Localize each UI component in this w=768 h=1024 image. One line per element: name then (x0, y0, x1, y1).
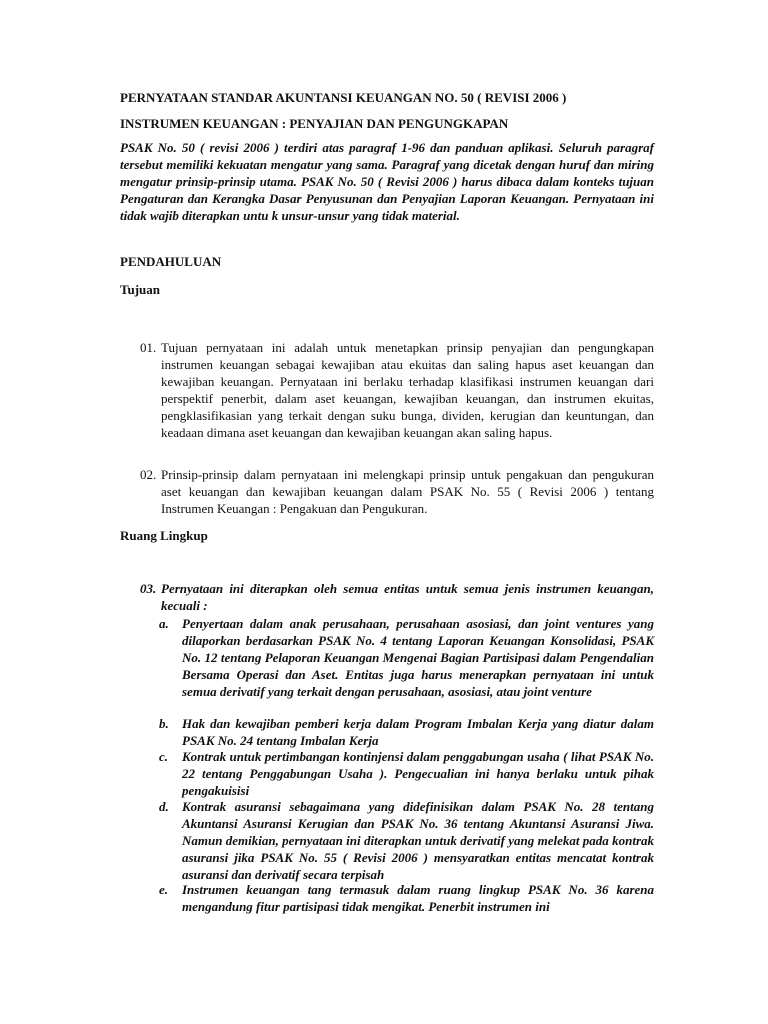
list-item-e (159, 881, 654, 915)
list-item-letter: b. (159, 716, 169, 731)
list-item-letter: e. (159, 882, 169, 897)
section-heading-pendahuluan: PENDAHULUAN (120, 254, 222, 269)
list-item-letter: c. (159, 749, 169, 764)
paragraph-text: Tujuan pernyataan ini adalah untuk menetapkan prinsip penyajian dan pengungkapan instrumen keuangan sebagai kewajiban atau ekuitas dan saling hapus aset keuangan dan kewajiban keuangan. Pernyataan ini berlaku terhadap klasifikasi instrumen keuangan dari perspektif penerbit, dalam aset keuangan, kewajiban keuangan, dan instrumen ekuitas, pengklasifikasian yang terkait dengan suku bunga, dividen, kerugian dan keuntungan, dan keadaan dimana aset keuangan dan kewajiban keuangan akan saling hapus. (161, 340, 654, 440)
list-item-a (159, 615, 654, 700)
list-item-text: Kontrak untuk pertimbangan kontinjensi dalam penggabungan usaha ( lihat PSAK No. 22 tentang Penggabungan Usaha ). Pengecualian ini hanya berlaku untuk pihak pengakuisisi (182, 749, 654, 798)
paragraph-02 (140, 466, 654, 517)
list-item-b (159, 715, 654, 749)
paragraph-number: 01. (140, 340, 157, 355)
section-heading-tujuan: Tujuan (120, 282, 160, 297)
list-item-letter: a. (159, 616, 169, 631)
list-item-text: Instrumen keuangan tang termasuk dalam ruang lingkup PSAK No. 36 karena mengandung fitur partisipasi tidak mengikat. Penerbit instrumen ini (182, 882, 654, 914)
list-item-text: Hak dan kewajiban pemberi kerja dalam Program Imbalan Kerja yang diatur dalam PSAK No. 24 tentang Imbalan Kerja (182, 716, 654, 748)
paragraph-number: 02. (140, 467, 157, 482)
paragraph-text: Pernyataan ini diterapkan oleh semua entitas untuk semua jenis instrumen keuangan, kecuali : (161, 581, 654, 613)
list-item-text: Penyertaan dalam anak perusahaan, perusahaan asosiasi, dan joint ventures yang dilaporkan berdasarkan PSAK No. 4 tentang Laporan Keuangan Konsolidasi, PSAK No. 12 tentang Pelaporan Keuangan Mengenai Bagian Partisipasi dalam Pengendalian Bersama Operasi dan Aset. Entitas juga harus menerapkan pernyataan ini untuk semua derivatif yang terkait dengan perusahaan, asosiasi, atau joint venture (182, 616, 654, 699)
section-heading-ruang-lingkup: Ruang Lingkup (120, 528, 208, 543)
list-item-letter: d. (159, 799, 169, 814)
list-item-text: Kontrak asuransi sebagaimana yang didefinisikan dalam PSAK No. 28 tentang Akuntansi Asuransi Kerugian dan PSAK No. 36 tentang Akuntansi Asuransi Jiwa. Namun demikian, pernyataan ini diterapkan untuk derivatif yang melekat pada kontrak asuransi jika PSAK No. 55 ( Revisi 2006 ) mensyaratkan entitas mencatat kontrak asuransi dan derivatif secara terpisah (182, 799, 654, 882)
paragraph-03 (140, 580, 654, 614)
intro-paragraph: PSAK No. 50 ( revisi 2006 ) terdiri atas paragraf 1-96 dan panduan aplikasi. Seluruh paragraf tersebut memiliki kekuatan mengatur yang sama. Paragraf yang dicetak dengan huruf dan miring mengatur prinsip-prinsip utama. PSAK No. 50 ( Revisi 2006 ) harus dibaca dalam konteks tujuan Pengaturan dan Kerangka Dasar Penyusunan dan Penyajian Laporan Keuangan. Pernyataan ini tidak wajib diterapkan untu k unsur-unsur yang tidak material. (120, 140, 654, 223)
document-subtitle: INSTRUMEN KEUANGAN : PENYAJIAN DAN PENGUNGKAPAN (120, 116, 509, 131)
list-item-d (159, 798, 654, 883)
list-item-c (159, 748, 654, 799)
paragraph-01 (140, 339, 654, 441)
paragraph-number: 03. (140, 581, 157, 596)
document-title: PERNYATAAN STANDAR AKUNTANSI KEUANGAN NO. 50 ( REVISI 2006 ) (120, 90, 567, 105)
paragraph-text: Prinsip-prinsip dalam pernyataan ini melengkapi prinsip untuk pengakuan dan pengukuran aset keuangan dan kewajiban keuangan dalam PSAK No. 55 ( Revisi 2006 ) tentang Instrumen Keuangan : Pengakuan dan Pengukuran. (161, 467, 654, 516)
